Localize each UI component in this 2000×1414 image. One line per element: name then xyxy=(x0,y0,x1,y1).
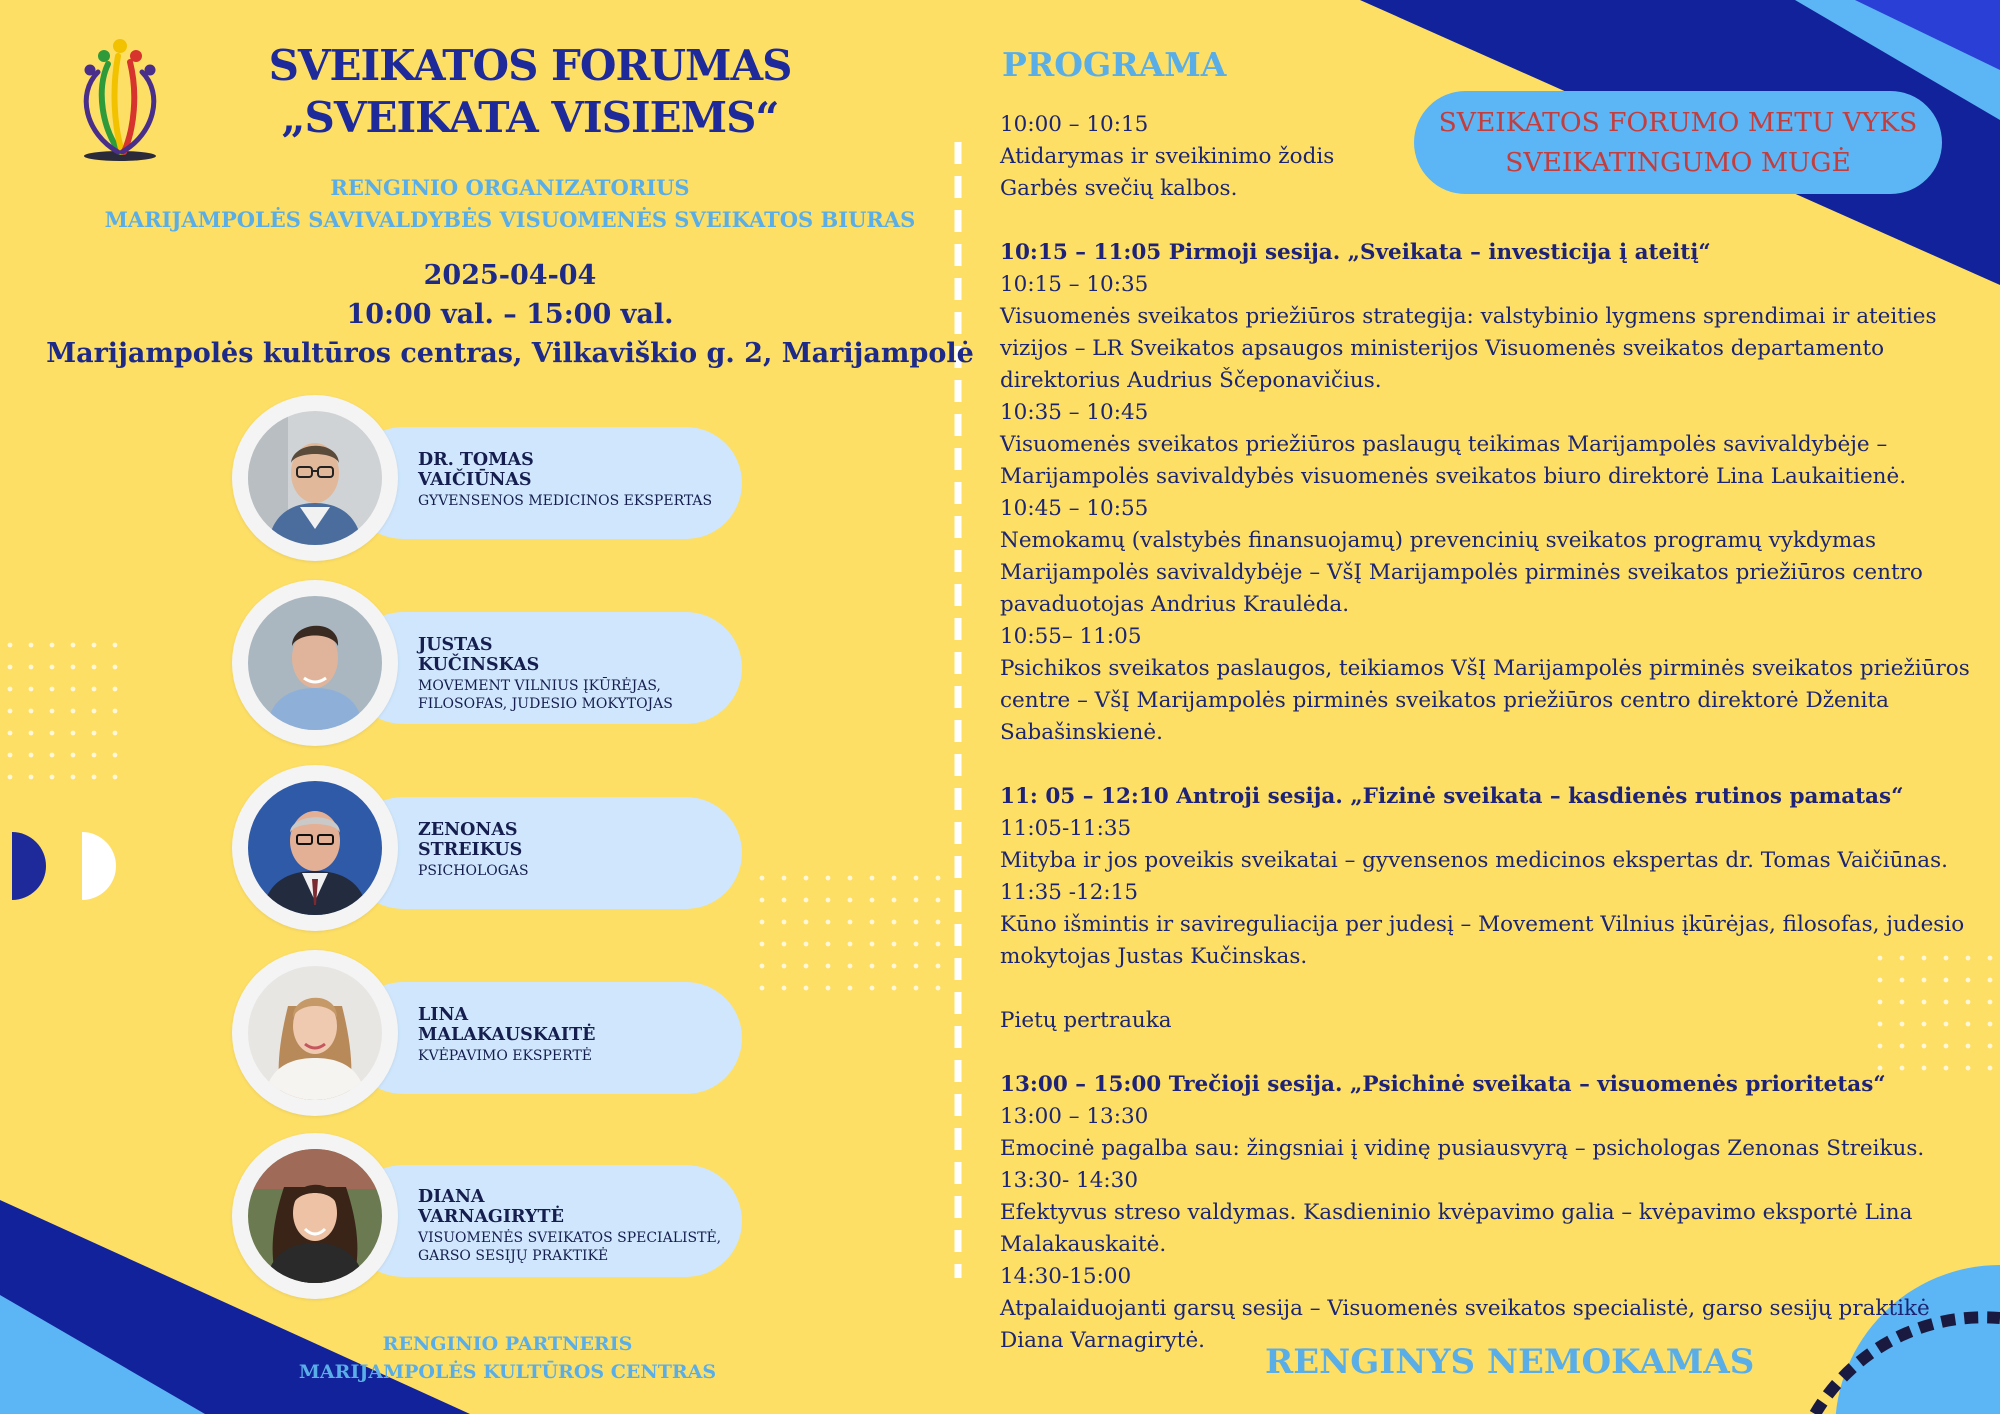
program-line: Diana Varnagirytė. xyxy=(1000,1328,1206,1353)
program-line: Garbės svečių kalbos. xyxy=(1000,176,1238,201)
speaker-card xyxy=(232,580,742,750)
program-line: mokytojas Justas Kučinskas. xyxy=(1000,944,1308,969)
speaker-card xyxy=(232,765,742,935)
program-line: Marijampolės savivaldybėje – VšĮ Marijampolės pirminės sveikatos priežiūros centro xyxy=(1000,560,1923,585)
speaker-name-line-1: LINA xyxy=(418,1005,469,1025)
speaker-name xyxy=(418,820,738,860)
partner-label: RENGINIO PARTNERIS xyxy=(382,1333,633,1355)
speaker-card xyxy=(232,950,742,1120)
speaker-photo-ring xyxy=(232,950,398,1116)
dot-grid-left xyxy=(8,643,118,780)
speaker-name-line-1: DIANA xyxy=(418,1187,485,1207)
badge-line-1: SVEIKATOS FORUMO METU VYKS xyxy=(1438,106,1918,138)
program-session-heading: 13:00 – 15:00 Trečioji sesija. „Psichinė sveikata – visuomenės prioritetas“ xyxy=(1000,1072,1886,1097)
program-line: Nemokamų (valstybės finansuojamų) prevencinių sveikatos programų vykdymas xyxy=(1000,528,1877,553)
program-line: 10:45 – 10:55 xyxy=(1000,496,1149,521)
speaker-name-line-2: STREIKUS xyxy=(418,840,523,860)
speaker-role-line: FILOSOFAS, JUDESIO MOKYTOJAS xyxy=(418,696,673,712)
speaker-name-line-1: ZENONAS xyxy=(418,820,518,840)
speaker-role xyxy=(418,1229,738,1265)
program-line: centre – VšĮ Marijampolės pirminės sveikatos priežiūros centro direktorė Dženita xyxy=(1000,688,1889,713)
speaker-role-line: KVĖPAVIMO EKSPERTĖ xyxy=(418,1048,593,1064)
speaker-name xyxy=(418,1005,738,1045)
program-line xyxy=(1000,973,1960,1005)
speaker-name-line-2: VAIČIŪNAS xyxy=(418,470,532,490)
program-session-heading: 11: 05 – 12:10 Antroji sesija. „Fizinė sveikata – kasdienės rutinos pamatas“ xyxy=(1000,784,1904,809)
program-line: Emocinė pagalba sau: žingsniai į vidinę pusiausvyrą – psichologas Zenonas Streikus. xyxy=(1000,1136,1925,1161)
speaker-role-line: PSICHOLOGAS xyxy=(418,863,529,879)
speaker-name-line-1: DR. TOMAS xyxy=(418,450,534,470)
program-line: Atpalaiduojanti garsų sesija – Visuomenės sveikatos specialistė, garso sesijų praktikė xyxy=(1000,1296,1930,1321)
program-line: Marijampolės savivaldybės visuomenės sveikatos biuro direktorė Lina Laukaitienė. xyxy=(1000,464,1907,489)
event-date: 2025-04-04 xyxy=(423,260,597,291)
speaker-card xyxy=(232,395,742,565)
program-line: Malakauskaitė. xyxy=(1000,1232,1167,1257)
program-line xyxy=(1000,749,1960,781)
speaker-name-line-2: VARNAGIRYTĖ xyxy=(418,1207,564,1227)
program-line: Mityba ir jos poveikis sveikatai – gyvensenos medicinos ekspertas dr. Tomas Vaičiūnas. xyxy=(1000,848,1948,873)
program-session-heading: 10:15 – 11:05 Pirmoji sesija. „Sveikata – investicija į ateitį“ xyxy=(1000,240,1711,265)
program-line: 14:30-15:00 xyxy=(1000,1264,1132,1289)
program-line: 11:05-11:35 xyxy=(1000,816,1132,841)
speaker-text xyxy=(418,820,738,880)
speaker-photo xyxy=(248,411,382,545)
speaker-role-line: MOVEMENT VILNIUS ĮKŪRĖJAS, xyxy=(418,678,661,694)
badge-line-2: SVEIKATINGUMO MUGĖ xyxy=(1505,146,1851,178)
program-line: Visuomenės sveikatos priežiūros paslaugų teikimas Marijampolės savivaldybėje – xyxy=(1000,432,1888,457)
speaker-role-line: VISUOMENĖS SVEIKATOS SPECIALISTĖ, xyxy=(418,1230,722,1246)
organizer-name: MARIJAMPOLĖS SAVIVALDYBĖS VISUOMENĖS SVEIKATOS BIURAS xyxy=(104,207,916,232)
speaker-photo-ring xyxy=(232,1133,398,1299)
speaker-text xyxy=(418,1187,738,1265)
program-line: 10:00 – 10:15 xyxy=(1000,112,1149,137)
program-schedule xyxy=(1000,109,1970,1357)
forum-title xyxy=(250,40,810,144)
program-line xyxy=(1000,205,1960,237)
speaker-photo xyxy=(248,966,382,1100)
program-line: 10:55– 11:05 xyxy=(1000,624,1142,649)
program-line: Atidarymas ir sveikinimo žodis xyxy=(1000,144,1335,169)
forum-logo-icon xyxy=(68,34,172,162)
program-line: direktorius Audrius Ščeponavičius. xyxy=(1000,368,1382,393)
speaker-photo xyxy=(248,1149,382,1283)
program-line: 10:35 – 10:45 xyxy=(1000,400,1149,425)
speaker-text xyxy=(418,1005,738,1065)
speaker-role xyxy=(418,492,738,510)
speaker-role xyxy=(418,1047,738,1065)
navy-half-circle xyxy=(12,832,46,900)
partner-block xyxy=(230,1330,785,1386)
program-line: Visuomenės sveikatos priežiūros strategija: valstybinio lygmens sprendimai ir ateities xyxy=(1000,304,1937,329)
program-line: pavaduotojas Andrius Kraulėda. xyxy=(1000,592,1350,617)
speaker-card xyxy=(232,1133,742,1303)
speaker-role-line: GARSO SESIJŲ PRAKTIKĖ xyxy=(418,1248,609,1264)
organizer-label: RENGINIO ORGANIZATORIUS xyxy=(330,175,690,200)
speaker-text xyxy=(418,635,738,713)
fair-badge xyxy=(1414,91,1942,194)
program-line: 11:35 -12:15 xyxy=(1000,880,1139,905)
speaker-photo-ring xyxy=(232,765,398,931)
program-line: Pietų pertrauka xyxy=(1000,1008,1172,1033)
speaker-photo xyxy=(248,596,382,730)
speaker-photo-ring xyxy=(232,580,398,746)
speaker-name xyxy=(418,450,738,490)
speaker-name-line-2: KUČINSKAS xyxy=(418,655,540,675)
speaker-name xyxy=(418,1187,738,1227)
program-line: Efektyvus streso valdymas. Kasdieninio kvėpavimo galia – kvėpavimo eksportė Lina xyxy=(1000,1200,1913,1225)
event-venue: Marijampolės kultūros centras, Vilkaviškio g. 2, Marijampolė xyxy=(46,338,974,369)
program-line xyxy=(1000,1037,1960,1069)
speaker-photo-ring xyxy=(232,395,398,561)
title-line-1: SVEIKATOS FORUMAS xyxy=(268,41,792,90)
speaker-text xyxy=(418,450,738,510)
partner-name: MARIJAMPOLĖS KULTŪROS CENTRAS xyxy=(298,1361,717,1383)
speaker-name-line-2: MALAKAUSKAITĖ xyxy=(418,1025,596,1045)
program-line: 13:30- 14:30 xyxy=(1000,1168,1139,1193)
title-line-2: „SVEIKATA VISIEMS“ xyxy=(281,93,779,142)
program-line: Sabašinskienė. xyxy=(1000,720,1163,745)
free-event-label: RENGINYS NEMOKAMAS xyxy=(1265,1342,1755,1382)
speaker-role xyxy=(418,677,738,713)
speaker-role xyxy=(418,862,738,880)
speaker-name-line-1: JUSTAS xyxy=(418,635,493,655)
organizer-block xyxy=(60,172,960,236)
program-line: vizijos – LR Sveikatos apsaugos ministerijos Visuomenės sveikatos departamento xyxy=(1000,336,1885,361)
event-time: 10:00 val. – 15:00 val. xyxy=(346,299,674,330)
speaker-photo xyxy=(248,781,382,915)
white-half-circle xyxy=(82,832,116,900)
dot-grid-middle xyxy=(760,876,941,991)
speaker-role-line: GYVENSENOS MEDICINOS EKSPERTAS xyxy=(418,493,713,509)
program-line: 10:15 – 10:35 xyxy=(1000,272,1149,297)
program-line: 13:00 – 13:30 xyxy=(1000,1104,1149,1129)
program-line: Psichikos sveikatos paslaugos, teikiamos VšĮ Marijampolės pirminės sveikatos priežiūros xyxy=(1000,656,1970,681)
speaker-name xyxy=(418,635,738,675)
event-details xyxy=(40,256,980,373)
program-line: Kūno išmintis ir savireguliacija per judesį – Movement Vilnius įkūrėjas, filosofas, judesio xyxy=(1000,912,1965,937)
program-title: PROGRAMA xyxy=(1002,45,1227,84)
